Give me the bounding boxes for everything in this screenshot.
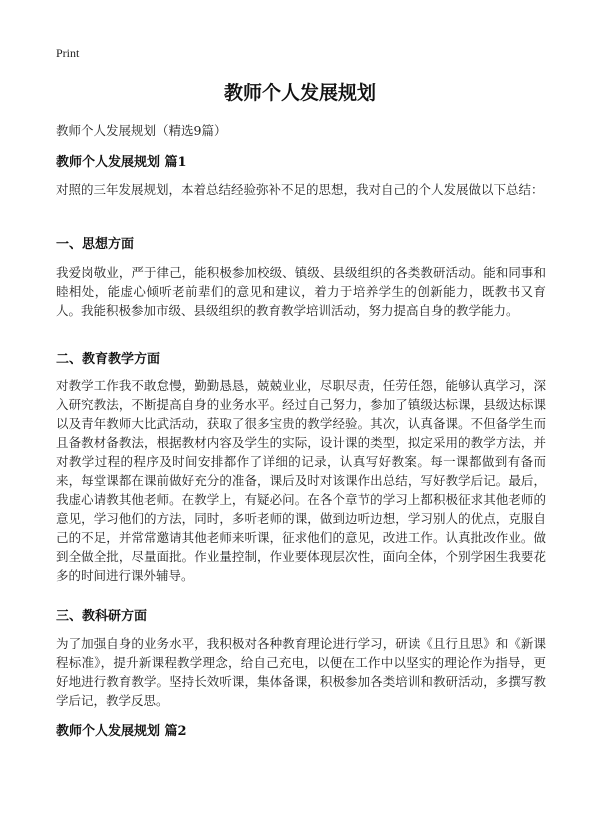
article-2-heading: 教师个人发展规划 篇2: [56, 724, 187, 739]
article-1-intro: 对照的三年发展规划，本着总结经验弥补不足的思想，我对自己的个人发展做以下总结：: [56, 182, 544, 197]
section-teaching-body: 对教学工作我不敢怠慢，勤勤恳恳，兢兢业业，尽职尽责，任劳任怨，能够认真学习，深入研究教法，不断提高自身的业务水平。经过自己努力，参加了镇级达标课，县级达标课以及青年教师大比武活动，获取了很多宝贵的教学经验。其次，认真备课。不但备学生而且备教材备教法，根据教材内容及学生的实际，设计课的类型，拟定采用的教学方法，并对教学过程的程序及时间安排都作了详细的记录，认真写好教案。每一课都做到有备而来，每堂课都在课前做好充分的准备，课后及时对该课作出总结，写好教学后记。最后，我虚心请教其他老师。在教学上，有疑必问。在各个章节的学习上都积极征求其他老师的意见，学习他们的方法，同时，多听老师的课，做到边听边想，学习别人的优点，克服自己的不足，并常常邀请其他老师来听课，征求他们的意见，改进工作。认真批改作业。做到全做全批，尽量面批。作业量控制，作业要体现层次性，面向全体，个别学困生我要花多的时间进行课外辅导。: [56, 378, 546, 583]
page-title: 教师个人发展规划: [223, 82, 376, 104]
section-research-body: 为了加强自身的业务水平，我积极对各种教育理论进行学习，研读《且行且思》和《新课程标准》，提升新课程教学理念，给自己充电，以便在工作中以坚实的理论作为指导，更好地进行教育教学。坚持长效听课，集体备课，积极参加各类培训和教研活动，多撰写教学后记，教学反思。: [56, 636, 546, 708]
print-link[interactable]: Print: [56, 46, 80, 60]
article-1-heading: 教师个人发展规划 篇1: [56, 155, 187, 170]
section-thought-body: 我爱岗敬业，严于律己，能积极参加校级、镇级、县级组织的各类教研活动。能和同事和睦相处，能虚心倾听老前辈们的意见和建议，着力于培养学生的创新能力，既教书又育人。我能积极参加市级、县级组织的教育教学培训活动，努力提高自身的教学能力。: [56, 265, 546, 318]
section-teaching-heading: 二、教育教学方面: [56, 352, 161, 367]
section-research-heading: 三、教科研方面: [56, 609, 148, 624]
document-subtitle: 教师个人发展规划（精选9篇）: [56, 123, 227, 138]
section-thought-heading: 一、思想方面: [56, 237, 135, 252]
